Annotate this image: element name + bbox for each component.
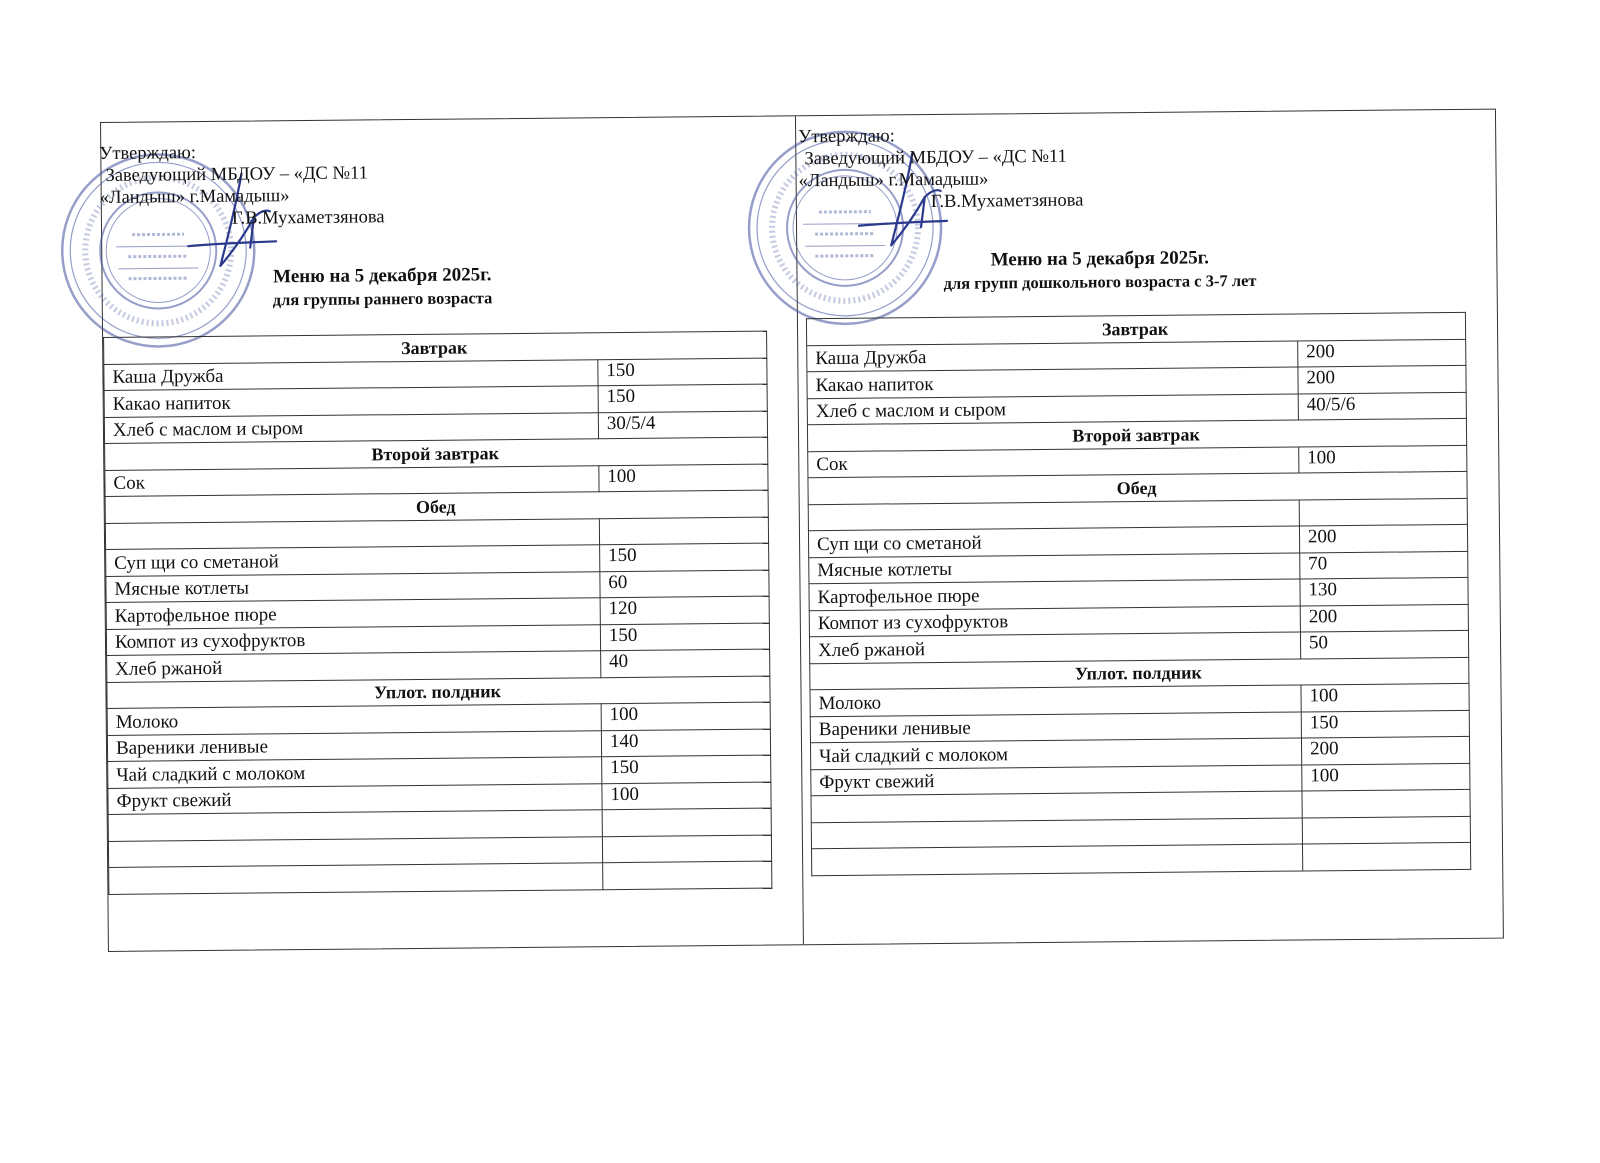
dish-portion: 100 [601,702,770,730]
dish-portion: 30/5/4 [598,411,767,439]
dish-portion [599,517,768,545]
dish-name: Вареники ленивые [810,711,1301,742]
dish-portion: 150 [602,755,771,783]
dish-name: Хлеб с маслом и сыром [104,412,598,443]
dish-portion: 150 [600,623,769,651]
dish-name: Чай сладкий с молоком [108,757,602,788]
approval-block [798,124,1083,215]
dish-name: Хлеб с маслом и сыром [807,394,1298,425]
approval-block [99,140,384,231]
dish-name: Фрукт свежий [811,764,1302,795]
dish-portion: 200 [1299,524,1467,552]
dish-portion [602,835,771,863]
table-row [109,861,772,894]
dish-name: Хлеб ржаной [107,651,601,682]
section-title: Завтрак [104,331,767,364]
dish-portion: 100 [599,464,768,492]
dish-name: Сок [105,465,599,496]
dish-portion: 40 [601,649,770,677]
dish-portion [1302,789,1470,817]
menu-table [103,331,772,895]
dish-portion [602,808,771,836]
dish-portion: 120 [600,596,769,624]
menu-subtitle: для группы раннего возраста [272,288,493,310]
section-title: Уплот. полдник [107,676,770,709]
approval-name: Г.В.Мухаметзянова [231,207,385,229]
dish-name: Чай сладкий с молоком [810,738,1301,769]
approval-position: Заведующий МБДОУ – «ДС №11 [804,146,1067,170]
table-row [812,842,1471,875]
dish-portion: 150 [598,358,767,386]
dish-name: Хлеб ржаной [809,632,1300,663]
dish-name: Молоко [810,685,1301,716]
menu-panel-early-age [101,116,803,951]
menu-table [806,312,1471,876]
menu-panel-preschool [796,110,1503,945]
approval-organization: «Ландыш» г.Мамадыш» [798,169,989,192]
approval-heading: Утверждаю: [798,126,895,148]
dish-portion [1302,816,1470,844]
section-title: Второй завтрак [807,418,1466,451]
dish-portion: 40/5/6 [1298,392,1466,420]
dish-portion: 50 [1300,630,1468,658]
dish-name: Вареники ленивые [107,730,601,761]
dish-name [109,863,603,894]
section-title: Обед [808,471,1467,504]
dish-portion: 100 [1301,683,1469,711]
dish-portion: 100 [1299,445,1467,473]
dish-name: Картофельное пюре [106,598,600,629]
dish-name: Мясные котлеты [809,553,1300,584]
dish-name: Мясные котлеты [106,571,600,602]
dish-portion: 200 [1298,365,1466,393]
approval-name: Г.В.Мухаметзянова [930,190,1084,213]
dish-portion [1299,498,1467,526]
dish-name: Сок [808,447,1299,478]
dish-portion: 70 [1300,551,1468,579]
dish-name: Фрукт свежий [108,783,602,814]
dish-name: Каша Дружба [104,359,598,390]
dish-portion: 150 [600,543,769,571]
dish-portion: 150 [1301,710,1469,738]
dish-portion: 200 [1300,604,1468,632]
dish-portion: 100 [1302,763,1470,791]
section-title: Обед [105,490,768,523]
dish-name: Суп щи со сметаной [808,526,1299,557]
dish-portion: 60 [600,570,769,598]
approval-position: Заведующий МБДОУ – «ДС №11 [105,163,369,186]
dish-name: Компот из сухофруктов [106,624,600,655]
dish-name: Компот из сухофруктов [809,606,1300,637]
dish-name: Суп щи со сметаной [106,545,600,576]
menu-heading [943,246,1256,295]
menu-sheet [100,109,1504,952]
approval-organization: «Ландыш» г.Мамадыш» [99,186,290,209]
dish-portion [1302,842,1470,870]
dish-portion: 150 [598,384,767,412]
section-title: Второй завтрак [105,437,768,470]
section-title: Завтрак [806,312,1465,345]
dish-name: Каша Дружба [807,341,1298,372]
dish-portion: 140 [601,729,770,757]
dish-name: Картофельное пюре [809,579,1300,610]
dish-portion [603,861,772,889]
dish-name: Какао напиток [807,367,1298,398]
menu-title: Меню на 5 декабря 2025г. [273,264,492,288]
dish-portion: 100 [602,782,771,810]
menu-title: Меню на 5 декабря 2025г. [990,247,1210,271]
dish-portion: 200 [1298,339,1466,367]
dish-name: Молоко [107,704,601,735]
dish-name: Какао напиток [104,386,598,417]
approval-heading: Утверждаю: [99,143,197,165]
menu-heading [272,263,492,311]
menu-subtitle: для групп дошкольного возраста с 3-7 лет [943,270,1257,293]
dish-portion: 130 [1300,577,1468,605]
dish-portion: 200 [1301,736,1469,764]
dish-name [812,844,1303,875]
section-title: Уплот. полдник [810,657,1469,690]
